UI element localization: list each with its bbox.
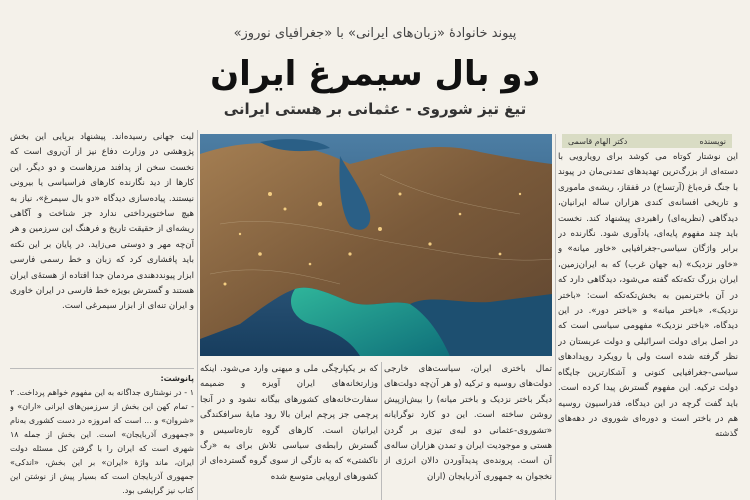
byline-box	[562, 134, 732, 148]
footnotes	[10, 372, 194, 500]
column-text: تمال باختری ایران، سیاست‌های خارجی دولت‌های روسیه و ترکیه (و هر آن‌چه دولت‌های دیگر باختر نزدیک و باختر میانه) را بیش‌ازپیش روشن ساخته است. این دو کارد نوگرایانه «تشوروی-عثمانی دو لبه‌ی تیزی بر گردن هستی و موجودیت ایران و تمدن هزاران ساله‌ی آن است. پرونده‌ی پدیدآوردن دالان انرژی از نخجوان به جمهوری آذربایجان (اران	[384, 364, 552, 482]
article-subtitle: تیغ تیز شوروی - عثمانی بر هستی ایرانی	[223, 100, 527, 118]
satellite-map-image	[200, 134, 552, 356]
article-kicker: پیوند خانوادهٔ «زبان‌های ایرانی» با «جغرافیای نوروز»	[233, 26, 517, 41]
footnotes-text: ۱ - در نوشتاری جداگانه به این مفهوم خواهم پرداخت. ۲ - تمام کهن این بخش از سرزمین‌های ایرانی «اران» و «شروان» و ... است که امروزه در دست کشوری به‌نام «جمهوری آذربایجان» است. این بخش از جمله ۱۸ شهری است که ایران را با گرفتن کل مسئله دولت ایران، ماند واژهٔ «ایران» بر این بخش، «اندکی» جمهوری آذربایجان است که بسیار پیش از نوشتن این کتاب نیز گرایشی بود.	[10, 388, 194, 495]
column-divider	[555, 134, 556, 500]
column-text: لیت جهانی رسیده‌اند. پیشنهاد برپایی این بخش پژوهشی در وزارت دفاع نیز از آن‌روی است که نخست سخن از پدافند مرزهاست و دو دیگر، این کارها از دید نگارنده کارهای فراسیاسی یا بیرونی نیستند. پیاده‌سازی دیدگاه «دو بال سیمرغ»، نیاز به هیچ ساختوپرداختی ندارد جز شناخت و آگاهی ریشه‌ای از حقیقت تاریخ و فرهنگ این سرزمین و هر آن‌چه مهر و دوستی می‌زاید. در پایان بر این نکته باید پافشاری کرد که زبان و خط رسمی فارسی ابزار پیونددهندی مردمان جدا افتاده از هستهٔ‌ی ایران هستند و گسترش بویژه خط فارسی در ایران خاوری و ایران تنه‌ای از ابزار سیمرغی است.	[10, 132, 194, 312]
article-column-right	[558, 150, 738, 500]
article-headline: دو بال سیمرغ ایران	[210, 54, 540, 94]
article-column-middle-left	[200, 362, 378, 500]
footnote-divider	[10, 368, 194, 369]
article-column-left	[10, 130, 194, 365]
column-text: این نوشتار کوتاه می کوشد برای رویارویی با دسته‌ای از بزرگ‌ترین تهدیدهای تمدنی‌مان در پیوند با جنگ قره‌باغ (آرتساخ) در قفقاز، ریشه‌ی ماموری و تاریخی افسانه‌ی کندی هزاران ساله ایرانیان، دیدگاهی (نظریه‌ای) راهبردی پیشنهاد کند. نخست باید چند مفهوم پایه‌ای، یادآوری شود. نگارنده در برابر واژگان سیاسی-جغرافیایی «خاور میانه» و «خاور نزدیک» (به جهان غرب) که به ایران‌زمین، ایران بزرگ تکه‌تکه گفته می‌شود، دیدگاهی دارد که در آن باختر‌نمین به بخش‌تکه‌تکه است: «باختر نزدیک»، «باختر میانه» و «باختر دور». در این دیدگاه، «باختر نزدیک» مفهومی سیاسی است که در اصل برای دولت اسرائیلی و دولت عربستان در نظر گرفته شده است ولی با رویکرد رویدادهای سیاسی-جغرافیایی کنونی و آشکارترین جایگاه دولت ترکیه. این مفهوم گسترش پیدا کرده است. باید گفت گرچه در این دیدگاه، فدراسیون روسیه هم در باختر است و دوره‌ای شوروی در دهه‌های گذشته	[558, 152, 738, 440]
column-divider	[381, 362, 382, 500]
column-text: که بر یکپارچگی ملی و میهنی وارد می‌شود. اینکه وزارتخانه‌های ایران آویزه و ضمیمه سفارت‌خانه‌های کشورهای بیگانه نشود و در آنجا پرچمی جز پرچم ایران بالا رود مایهٔ سرافکندگی ایرانیان است. کارهای گروه تازه‌تاسیس و گسترش رابطه‌ی سیاسی تلاش برای به «رگ ناکشتی» که به تازگی از سوی گروه گسترده‌ای از کشورهای اروپایی متوسع شده	[200, 364, 378, 482]
column-divider	[197, 130, 198, 500]
footnotes-title: پانوشت:	[160, 374, 194, 383]
byline-label: نویسنده	[699, 136, 726, 146]
article-column-middle-right	[384, 362, 552, 500]
byline-author: دکتر الهام قاسمی	[568, 136, 628, 146]
